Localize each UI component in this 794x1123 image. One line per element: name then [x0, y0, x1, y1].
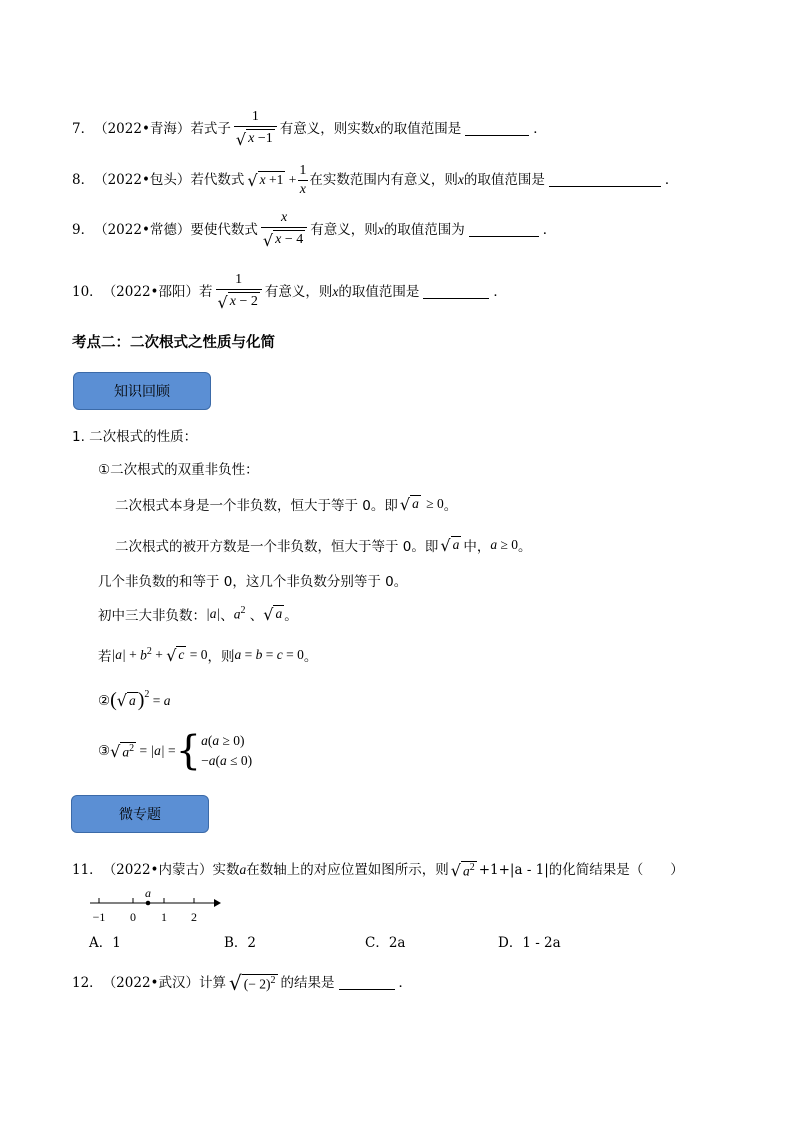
question-source: （2022•内蒙古）: [102, 862, 213, 878]
sqrt: √ $a^2$: [110, 742, 135, 762]
question-text: 的取值范围是: [338, 284, 420, 300]
math-expression: a: [234, 647, 242, 662]
question-8: [72, 160, 678, 200]
variable: a: [239, 862, 247, 877]
separator: 、: [245, 608, 264, 624]
tick-label: 0: [130, 910, 136, 924]
question-text: 的取值范围是: [380, 121, 462, 137]
case-2: −a(a ≤ 0): [201, 753, 253, 768]
sqrt: √ a: [440, 535, 460, 555]
question-number: 8．: [72, 172, 95, 188]
question-text: 计算: [199, 975, 227, 991]
fraction-denominator: [261, 227, 307, 249]
question-text: 若式子: [190, 121, 231, 137]
question-number: 12．: [72, 975, 103, 991]
property-line-6: [98, 604, 298, 624]
fraction-numerator: 1: [299, 162, 307, 178]
question-source: （2022•青海）: [94, 121, 191, 137]
fraction: [234, 110, 277, 148]
property-line-3: [115, 494, 457, 514]
tag-label: 微专题: [119, 807, 161, 823]
sqrt: √ (− 2)$^2$: [229, 971, 276, 995]
question-12: [72, 968, 412, 998]
abs-a: |a|: [206, 606, 221, 621]
math-expression: |a|: [150, 743, 165, 758]
question-source: （2022•包头）: [94, 172, 191, 188]
tag-label: 知识回顾: [114, 384, 170, 400]
question-text: 有意义，则: [264, 284, 333, 300]
question-7: [72, 109, 547, 149]
text: 二次根式的被开方数是一个非负数，恒大于等于 0。即: [115, 539, 439, 555]
question-number: 11．: [72, 862, 103, 878]
math-expression: |a|: [111, 647, 126, 662]
question-source: （2022•武汉）: [102, 975, 200, 991]
knowledge-review-tag: [73, 372, 211, 410]
sqrt: √ x +1: [247, 170, 284, 190]
math-expression: 2: [144, 689, 150, 700]
fraction-denominator: [216, 289, 262, 311]
question-text: ．: [398, 975, 412, 991]
math-expression: +: [125, 647, 141, 662]
property-item-3: [98, 728, 252, 774]
fraction: [261, 211, 307, 249]
option-b[interactable]: B．2: [224, 935, 257, 951]
separator: 、: [220, 608, 234, 624]
text: ③: [98, 743, 111, 759]
fraction-numerator: 1: [235, 272, 243, 288]
answer-blank[interactable]: [549, 174, 661, 187]
text: ，则: [207, 649, 235, 665]
fraction: [297, 164, 308, 197]
question-text: 的取值范围是: [463, 172, 545, 188]
text: ②: [98, 692, 111, 709]
question-text: +1+|a - 1|的化简结果是（ ）: [478, 862, 684, 878]
math-expression: ≥ 0: [497, 537, 519, 552]
variable: x: [374, 121, 381, 136]
sqrt: √ a: [399, 494, 419, 514]
question-text: 有意义，则实数: [279, 121, 375, 137]
piecewise-cases: [201, 731, 252, 771]
property-item-1: ①二次根式的双重非负性：: [98, 462, 259, 478]
sqrt: √ a: [263, 604, 283, 624]
math-expression: b: [255, 647, 263, 662]
text: 。: [443, 498, 458, 514]
option-d[interactable]: D．1 - 2a: [498, 935, 561, 951]
answer-blank[interactable]: [423, 286, 489, 299]
question-text: ．: [493, 284, 507, 300]
fraction-numerator: 1: [251, 109, 259, 125]
question-text: 在实数范围内有意义，则: [309, 172, 458, 188]
question-text: ．: [533, 121, 547, 137]
sqrt: √ a: [116, 691, 136, 711]
variable: x: [457, 172, 464, 187]
answer-blank[interactable]: [465, 123, 529, 136]
question-text: ．: [664, 172, 679, 188]
left-brace: {: [175, 728, 202, 774]
math-expression: $b^2$: [140, 646, 152, 663]
property-item-2: [98, 689, 171, 712]
case-1: a(a ≥ 0): [201, 733, 245, 748]
fraction-numerator: x: [280, 210, 288, 226]
math-expression: a: [163, 692, 171, 708]
math-expression: =: [149, 692, 164, 708]
math-expression: =: [136, 743, 151, 758]
answer-blank[interactable]: [469, 224, 539, 237]
question-number: 10．: [72, 284, 103, 300]
fraction-denominator: [234, 126, 277, 148]
tick-label: −1: [92, 910, 106, 924]
question-10: [72, 272, 507, 312]
property-line-4: [115, 535, 532, 555]
math-expression: c: [276, 647, 283, 662]
fraction-denominator: x: [299, 181, 306, 197]
text: 若: [98, 649, 112, 665]
question-text: 若代数式: [190, 172, 245, 188]
question-source: （2022•邵阳）: [102, 284, 200, 300]
sqrt: √ x − 4: [262, 230, 304, 250]
math-expression: (: [110, 689, 117, 711]
question-text: 有意义，则: [310, 222, 378, 238]
a-squared: $a^2$: [233, 605, 246, 622]
property-line-7: [98, 645, 317, 665]
math-expression: ): [137, 689, 145, 711]
question-11: [72, 855, 684, 885]
section-heading: 考点二：二次根式之性质与化简: [72, 335, 275, 351]
math-expression: = 0: [186, 647, 208, 662]
question-text: 在数轴上的对应位置如图所示，则: [246, 862, 449, 878]
arrow-head: [214, 899, 221, 907]
number-line: [86, 886, 226, 926]
text: 二次根式本身是一个非负数，恒大于等于 0。即: [115, 498, 398, 514]
text: 。: [303, 649, 318, 665]
property-line-5: 几个非负数的和等于 0，这几个非负数分别等于 0。: [98, 574, 408, 590]
tick-label: 2: [191, 910, 197, 924]
math-expression: =: [164, 743, 176, 758]
math-expression: ≥ 0: [422, 496, 444, 511]
question-text: 实数: [212, 862, 240, 878]
question-number: 9．: [72, 222, 95, 238]
property-heading: 1. 二次根式的性质：: [72, 429, 198, 445]
sqrt: √ $a^2$: [450, 861, 475, 881]
math-expression: = 0: [282, 647, 304, 662]
question-number: 7．: [72, 121, 95, 137]
variable: x: [332, 284, 339, 299]
text: 初中三大非负数：: [98, 608, 206, 624]
question-source: （2022•常德）: [94, 222, 191, 238]
tick-label: 1: [161, 910, 167, 924]
point-a: [146, 901, 151, 906]
sqrt: √ x − 2: [217, 292, 258, 312]
sqrt: √ x −1: [235, 129, 273, 149]
answer-blank[interactable]: [339, 977, 395, 990]
text: 。: [284, 608, 298, 624]
variable: x: [377, 222, 384, 237]
fraction: [216, 273, 262, 311]
math-expression: +: [151, 647, 167, 662]
math-expression: =: [241, 647, 256, 662]
question-9: [72, 210, 556, 250]
point-label: a: [145, 886, 151, 900]
sqrt: √ c: [166, 645, 185, 665]
question-text: ．: [542, 222, 557, 238]
option-a[interactable]: A．1: [89, 935, 121, 951]
option-c[interactable]: C．2a: [365, 935, 406, 951]
math-expression: a: [490, 537, 498, 552]
question-text: 的取值范围为: [383, 222, 465, 238]
plus-sign: +: [285, 172, 297, 187]
question-text: 要使代数式: [190, 222, 258, 238]
micro-topic-tag: [71, 795, 209, 833]
math-expression: =: [262, 647, 277, 662]
text: 中，: [463, 539, 491, 555]
text: 。: [518, 539, 532, 555]
question-text: 的结果是: [280, 975, 335, 991]
question-text: 若: [199, 284, 213, 300]
